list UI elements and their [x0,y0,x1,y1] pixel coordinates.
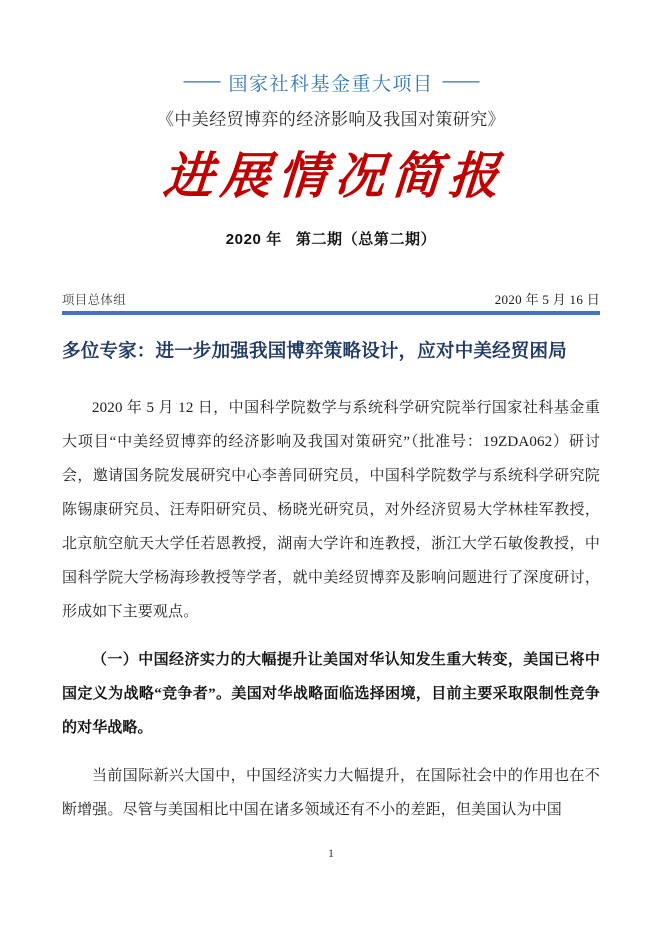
meta-divider [62,311,600,315]
kicker-dash-left-icon: —— [183,71,220,92]
project-name: 《中美经贸博弈的经济影响及我国对策研究》 [157,109,505,129]
paragraph: 2020 年 5 月 12 日，中国科学院数学与系统科学研究院举行国家社科基金重大项目“中美经贸博弈的经济影响及我国对策研究”（批准号：19ZDA062）研讨会，邀请国务院发展研究中心李善同研究员，中国科学院数学与系统科学研究院陈锡康研究员、汪寿阳研究员、杨晓光研究员，对外经济贸易大学林桂军教授，北京航空航天大学任若恩教授，湖南大学许和连教授，浙江大学石敏俊教授，中国科学院大学杨海珍教授等学者，就中美经贸博弈及影响问题进行了深度研讨，形成如下主要观点。 [62,399,600,620]
masthead [62,0,600,249]
issue-number: 第二期（总第二期） [295,230,437,248]
issue-year: 2020 年 [225,230,282,248]
page-title: 进展情况简报 [161,148,508,205]
kicker-line [62,72,600,96]
section-heading: （一）中国经济实力的大幅提升让美国对华认知发生重大转变，美国已将中国定义为战略“竞争者”。美国对华战略面临选择困境，目前主要采取限制性竞争的对华战略。 [62,651,600,736]
issue-line [62,228,600,249]
author-group: 项目总体组 [62,292,127,307]
publish-date: 2020 年 5 月 16 日 [494,291,600,307]
article-body [62,391,600,827]
kicker-label: 国家社科基金重大项目 [228,74,434,95]
kicker-dash-right-icon: —— [442,71,479,92]
page-number: 1 [328,846,334,860]
paragraph: 当前国际新兴大国中，中国经济实力大幅提升，在国际社会中的作用也在不断增强。尽管与美国相比中国在诸多领域还有不小的差距，但美国认为中国 [62,767,600,818]
meta-row [62,289,600,311]
article-headline: 多位专家：进一步加强我国博弈策略设计，应对中美经贸困局 [62,341,567,362]
